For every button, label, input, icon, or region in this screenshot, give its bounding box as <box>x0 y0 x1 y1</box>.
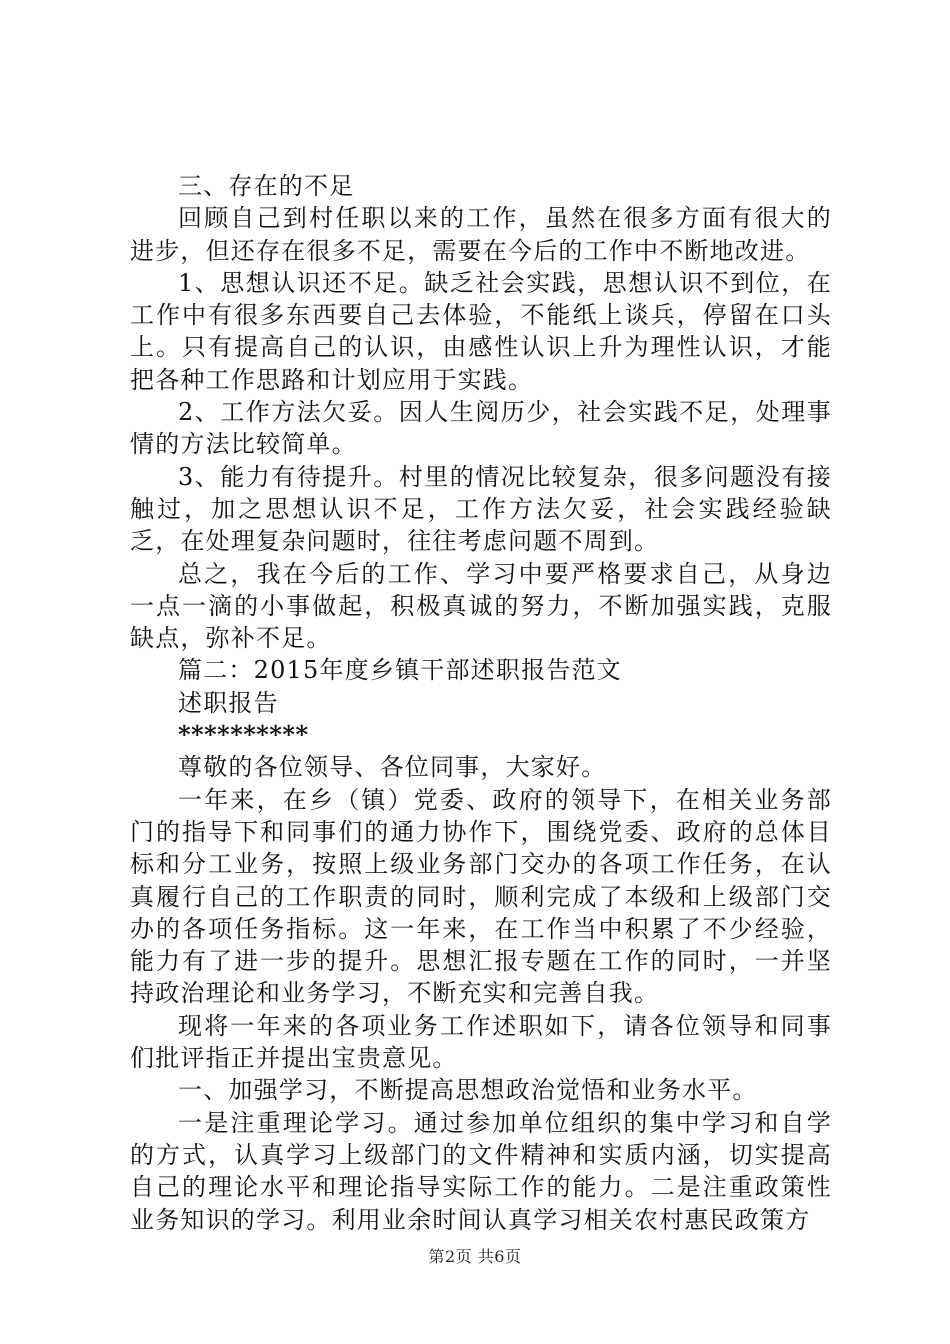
body-paragraph: 3、能力有待提升。村里的情况比较复杂，很多问题没有接触过，加之思想认识不足，工作方法欠妥，社会实践经验缺乏，在处理复杂问题时，往往考虑问题不周到。 <box>130 462 832 556</box>
author-placeholder: ********** <box>178 720 309 750</box>
body-paragraph: 一是注重理论学习。通过参加单位组织的集中学习和自学的方式，认真学习上级部门的文件精神和实质内涵，切实提高自己的理论水平和理论指导实际工作的能力。二是注重政策性业务知识的学习。利用业余时间认真学习相关农村惠民政策方 <box>130 1108 832 1234</box>
chapter-heading: 篇二：2015年度乡镇干部述职报告范文 <box>178 656 622 685</box>
document-body <box>130 170 832 1236</box>
section-heading-shortcomings: 三、存在的不足 <box>178 172 355 200</box>
body-paragraph: 总之，我在今后的工作、学习中要严格要求自己，从身边一点一滴的小事做起，积极真诚的努力，不断加强实践，克服缺点，弥补不足。 <box>130 559 832 653</box>
report-title: 述职报告 <box>178 688 279 717</box>
body-paragraph: 现将一年来的各项业务工作述职如下，请各位领导和同事们批评指正并提出宝贵意见。 <box>130 1011 832 1073</box>
body-paragraph: 2、工作方法欠妥。因人生阅历少，社会实践不足，处理事情的方法比较简单。 <box>130 398 832 459</box>
body-paragraph: 一年来，在乡（镇）党委、政府的领导下，在相关业务部门的指导下和同事们的通力协作下，围绕党委、政府的总体目标和分工业务，按照上级业务部门交办的各项工作任务，在认真履行自己的工作职责的同时，顺利完成了本级和上级部门交办的各项任务指标。这一年来，在工作当中积累了不少经验，能力有了进一步的提升。思想汇报专题在工作的同时，一并坚持政治理论和业务学习，不断充实和完善自我。 <box>130 785 832 1008</box>
section-heading-study: 一、加强学习，不断提高思想政治觉悟和业务水平。 <box>178 1076 758 1105</box>
page-number-footer: 第2页 共6页 <box>428 1247 522 1266</box>
salutation: 尊敬的各位领导、各位同事，大家好。 <box>178 753 607 782</box>
body-paragraph: 回顾自己到村任职以来的工作，虽然在很多方面有很大的进步，但还存在很多不足，需要在今后的工作中不断地改进。 <box>130 204 832 265</box>
body-paragraph: 1、思想认识还不足。缺乏社会实践，思想认识不到位，在工作中有很多东西要自己去体验，不能纸上谈兵，停留在口头上。只有提高自己的认识，由感性认识上升为理性认识，才能把各种工作思路和计划应用于实践。 <box>130 268 832 394</box>
